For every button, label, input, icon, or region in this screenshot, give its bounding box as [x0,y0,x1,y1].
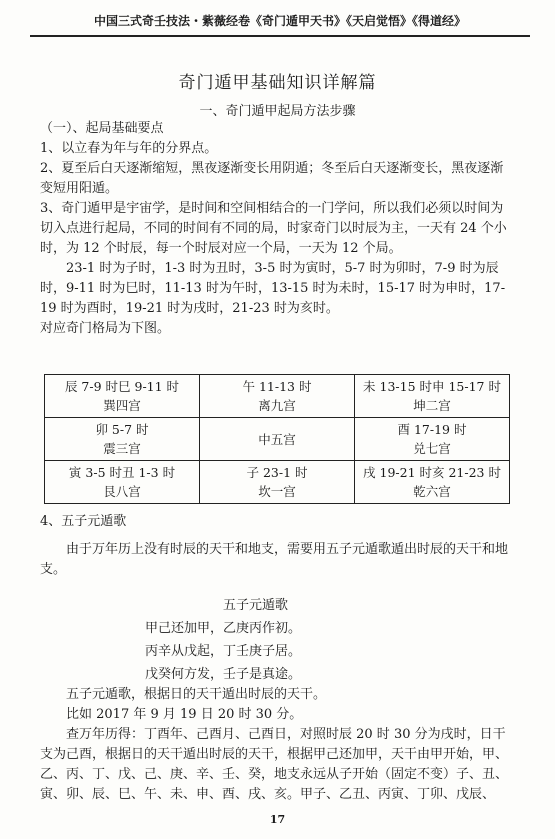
poem [145,594,301,686]
palace-name: 震三宫 [103,441,141,456]
palace-cell-zhen [45,418,200,461]
palace-cell-gen [45,461,200,504]
palace-name: 艮八宫 [103,484,141,499]
paragraph-intro: 由于万年历上没有时辰的天干和地支，需要用五子元遁歌遁出时辰的天干和地支。 [40,542,509,577]
paragraph-2: 2、夏至后白天逐渐缩短，黑夜逐渐变长用阴遁；冬至后白天逐渐变长，黑夜逐渐变短用阳遁。 [40,161,504,196]
palace-time: 卯 5-7 时 [95,422,149,437]
section-heading: 4、五子元遁歌 [40,514,127,529]
grid-row [45,461,510,504]
palace-cell-kun [355,375,510,418]
section-heading: （一）、起局基础要点 [40,121,164,136]
paragraph-3: 3、奇门遁甲是宇宙学，是时间和空间相结合的一门学问，所以我们必须以时间为切入点进行起局，不同的时间有不同的局，时家奇门以时辰为主，一天有 24 个小时，为 12 个时辰，每一个时辰对应一个局，一天为 12 个局。 [40,201,507,256]
palace-cell-kan [200,461,355,504]
palace-time: 寅 3-5 时丑 1-3 时 [68,465,176,480]
palace-grid [44,374,510,504]
poem-title: 五子元遁歌 [223,598,289,613]
palace-time: 辰 7-9 时巳 9-11 时 [64,379,180,394]
paragraph-1: 1、以立春为年与年的分界点。 [40,141,218,156]
palace-time: 戌 19-21 时亥 21-23 时 [363,465,501,480]
page-number: 17 [269,813,286,826]
grid-row [45,418,510,461]
paragraph-rule: 五子元遁歌，根据日的天干遁出时辰的天干。 [66,687,327,702]
palace-cell-xun [45,375,200,418]
palace-cell-li [200,375,355,418]
paragraph-lookup: 查万年历得：丁酉年、己酉月、己酉日，对照时辰 20 时 30 分为戌时，日干支为己酉，根据日的天干遁出时辰的天干，根据甲己还加甲，天干由甲开始，甲、乙、丙、丁、戊、己、庚、辛、壬、癸，地支永远从子开始（固定不变）子、丑、寅、卯、辰、巳、午、未、申、酉、戌、亥。甲子、乙丑、丙寅、丁卯、戊辰、 [40,727,509,802]
palace-time: 酉 17-19 时 [397,422,467,437]
palace-time: 未 13-15 时申 15-17 时 [363,379,501,394]
palace-name: 中五宫 [258,431,296,447]
palace-name: 巽四宫 [103,398,141,413]
palace-name: 坎一宫 [258,484,296,499]
paragraph-4: 23-1 时为子时，1-3 时为丑时，3-5 时为寅时，5-7 时为卯时，7-9 时为辰时，9-11 时为巳时，11-13 时为午时，13-15 时为未时，15-17 时为申时，17-19 时为酉时，19-21 时为戌时，21-23 时为亥时。 [40,261,506,316]
palace-time: 午 11-13 时 [242,379,312,394]
page-header: 中国三式奇壬技法・紫薇经卷《奇门遁甲天书》《天启觉悟》《得道经》 [30,12,530,37]
poem-line: 甲己还加甲，乙庚丙作初。 [145,621,302,636]
palace-name: 离九宫 [258,398,296,413]
palace-name: 坤二宫 [413,398,451,413]
poem-line: 丙辛从戊起，丁壬庚子居。 [145,644,302,659]
paragraph-example: 比如 2017 年 9 月 19 日 20 时 30 分。 [66,707,303,722]
palace-cell-center [200,418,355,461]
palace-cell-dui [355,418,510,461]
section-basics [40,119,510,339]
section-subtitle: 一、奇门遁甲起局方法步骤 [199,104,356,119]
section-wuzi [40,512,510,580]
palace-time: 子 23-1 时 [246,465,308,480]
palace-name: 乾六宫 [413,484,451,499]
page-title: 奇门遁甲基础知识详解篇 [178,73,377,93]
section-example [40,685,510,805]
palace-cell-qian [355,461,510,504]
palace-name: 兑七宫 [413,441,451,456]
poem-line: 戊癸何方发，壬子是真途。 [145,667,302,682]
grid-row [45,375,510,418]
paragraph-5: 对应奇门格局为下图。 [40,321,171,336]
